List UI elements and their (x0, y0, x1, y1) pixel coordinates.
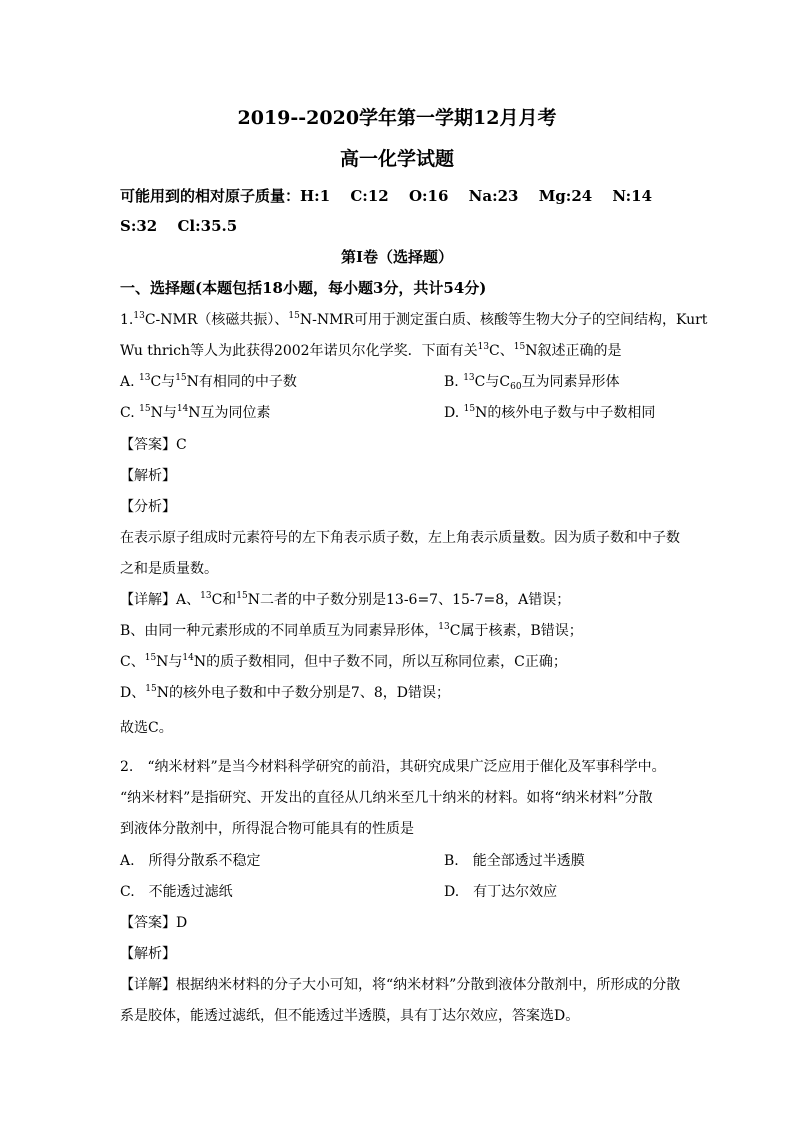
q1-conclusion: 故选C。 (120, 720, 173, 736)
q1-answer: 【答案】C (120, 437, 187, 453)
q1-analysis-label: 【解析】 (120, 468, 176, 484)
atomic-masses-line2: S:32 Cl:35.5 (120, 217, 238, 235)
atomic-masses-line1: 可能用到的相对原子质量：H:1 C:12 O:16 Na:23 Mg:24 N:14 (120, 187, 653, 205)
q1-fenxi-line2: 之和是质量数。 (120, 561, 218, 577)
q1-stem-line2: Wu thrich等人为此获得2002年诺贝尔化学奖．下面有关$^{13}$C、$^{15}$N叙述正确的是 (120, 342, 622, 359)
q1-option-d: D. $^{15}$N的核外电子数与中子数相同 (444, 404, 656, 421)
q1-option-b: B. $^{13}$C与$C_{60}$互为同素异形体 (444, 373, 620, 392)
q2-detail-line1: 【详解】根据纳米材料的分子大小可知，将“纳米材料”分散到液体分散剂中，所形成的分散 (120, 977, 681, 993)
q1-detail-d: D、$^{15}$N的核外电子数和中子数分别是7、8，D错误； (120, 684, 450, 701)
q2-answer: 【答案】D (120, 915, 188, 931)
q1-detail-c: C、$^{15}$N与$^{14}$N的质子数相同，但中子数不同，所以互称同位素，C正确； (120, 653, 567, 670)
section-heading: 第I卷（选择题） (340, 248, 454, 266)
q1-option-c: C. $^{15}$N与$^{14}$N互为同位素 (120, 404, 271, 421)
q1-stem-line1: 1.13C-NMR（核磁共振）、$^{15}$N-NMR可用于测定蛋白质、核酸等生物大分子的空间结构，Kurt (120, 311, 708, 328)
q2-stem-line1: 2. “纳米材料”是当今材料科学研究的前沿，其研究成果广泛应用于催化及军事科学中。 (120, 759, 666, 775)
q2-detail-line2: 系是胶体，能透过滤纸，但不能透过半透膜，具有丁达尔效应，答案选D。 (120, 1008, 580, 1024)
q2-stem-line2: “纳米材料”是指研究、开发出的直径从几纳米至几十纳米的材料。如将“纳米材料”分散 (120, 790, 653, 806)
part-heading: 一、选择题(本题包括18小题，每小题3分，共计54分) (120, 279, 487, 297)
q2-option-d: D. 有丁达尔效应 (444, 884, 558, 900)
exam-title: 2019--2020学年第一学期12月月考 (237, 107, 557, 129)
q2-option-a: A. 所得分散系不稳定 (120, 853, 261, 869)
q2-stem-line3: 到液体分散剂中，所得混合物可能具有的性质是 (120, 821, 414, 837)
q2-option-c: C. 不能透过滤纸 (120, 884, 233, 900)
q2-analysis-label: 【解析】 (120, 946, 176, 962)
exam-subtitle: 高一化学试题 (339, 148, 454, 170)
q1-fenxi-line1: 在表示原子组成时元素符号的左下角表示质子数，左上角表示质量数。因为质子数和中子数 (120, 530, 680, 546)
q1-detail-b: B、由同一种元素形成的不同单质互为同素异形体，$^{13}$C属于核素，B错误； (120, 622, 583, 639)
q1-fenxi-label: 【分析】 (120, 499, 176, 515)
q1-detail-a: 【详解】A、$^{13}$C和$^{15}$N二者的中子数分别是13-6=7、15-7=8，A错误； (120, 591, 571, 608)
q1-option-a: A. $^{13}$C与$^{15}$N有相同的中子数 (120, 373, 297, 390)
q2-option-b: B. 能全部透过半透膜 (444, 853, 585, 869)
